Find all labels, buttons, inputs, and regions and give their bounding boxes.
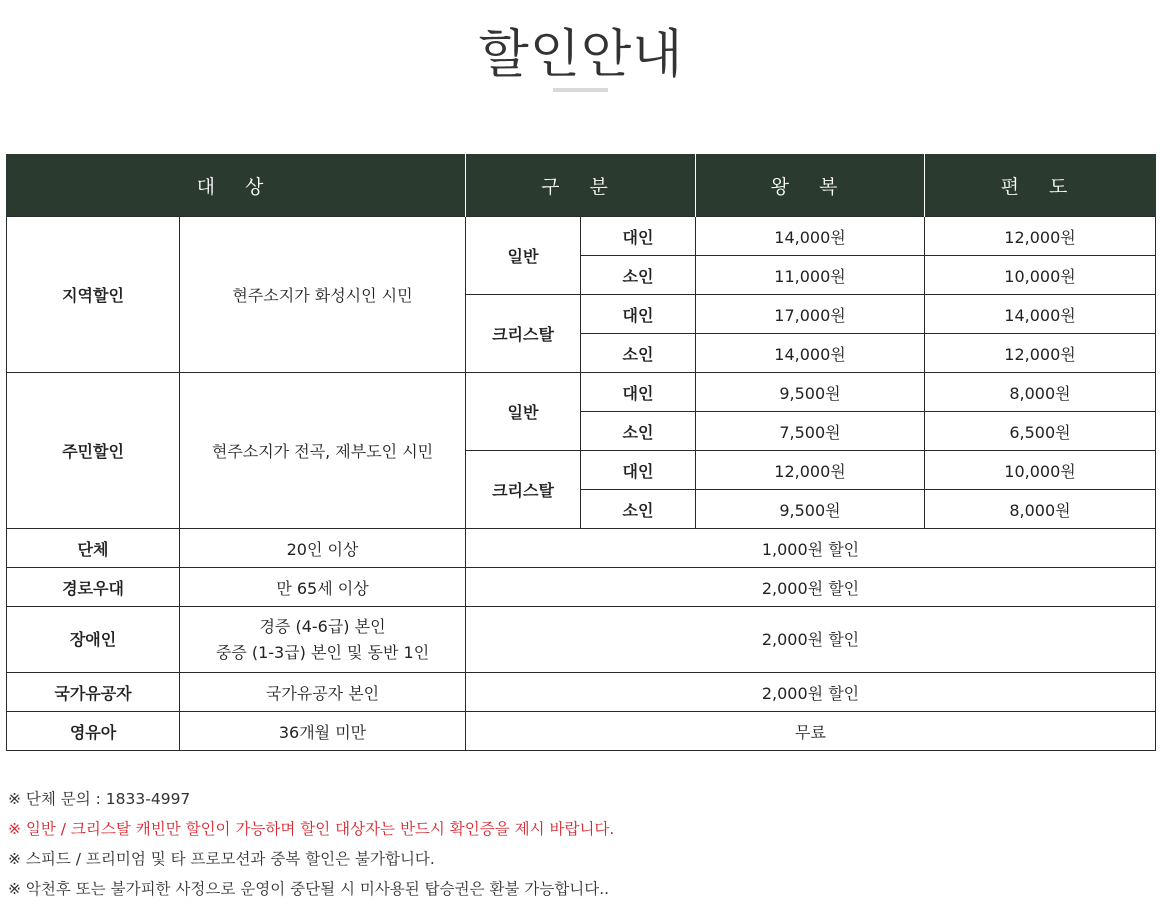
row-desc-veteran: 국가유공자 본인 — [180, 673, 466, 712]
note-refund: ※ 악천후 또는 불가피한 사정으로 운영이 중단될 시 미사용된 탑승권은 환불 가능합니다.. — [8, 880, 610, 898]
age-cell: 소인 — [581, 334, 696, 373]
round-trip-price: 9,500원 — [696, 373, 925, 412]
table-row — [7, 568, 1156, 607]
note-no-duplicate: ※ 스피드 / 프리미엄 및 타 프로모션과 중복 할인은 불가합니다. — [8, 850, 435, 868]
row-label-group: 단체 — [7, 529, 180, 568]
desc-line: 중증 (1-3급) 본인 및 동반 1인 — [215, 642, 430, 662]
round-trip-price: 9,500원 — [696, 490, 925, 529]
class-cell: 일반 — [466, 217, 581, 295]
one-way-price: 10,000원 — [925, 451, 1156, 490]
round-trip-price: 7,500원 — [696, 412, 925, 451]
row-desc-regional: 현주소지가 화성시인 시민 — [180, 217, 466, 373]
round-trip-price: 11,000원 — [696, 256, 925, 295]
title-underline — [553, 88, 608, 92]
header-target: 대 상 — [7, 154, 466, 217]
header-one-way: 편 도 — [925, 154, 1156, 217]
row-desc-senior: 만 65세 이상 — [180, 568, 466, 607]
row-label-disabled: 장애인 — [7, 607, 180, 673]
row-label-infant: 영유아 — [7, 712, 180, 751]
row-value-disabled: 2,000원 할인 — [466, 607, 1156, 673]
class-cell: 크리스탈 — [466, 451, 581, 529]
round-trip-price: 17,000원 — [696, 295, 925, 334]
table-row — [7, 607, 1156, 673]
table-row — [7, 217, 1156, 256]
round-trip-price: 12,000원 — [696, 451, 925, 490]
age-cell: 대인 — [581, 373, 696, 412]
age-cell: 소인 — [581, 490, 696, 529]
one-way-price: 12,000원 — [925, 217, 1156, 256]
row-desc-infant: 36개월 미만 — [180, 712, 466, 751]
table-row — [7, 529, 1156, 568]
one-way-price: 12,000원 — [925, 334, 1156, 373]
table-row — [7, 373, 1156, 412]
one-way-price: 8,000원 — [925, 490, 1156, 529]
row-desc-group: 20인 이상 — [180, 529, 466, 568]
one-way-price: 8,000원 — [925, 373, 1156, 412]
desc-line: 경증 (4-6급) 본인 — [259, 616, 386, 636]
age-cell: 대인 — [581, 295, 696, 334]
age-cell: 대인 — [581, 217, 696, 256]
one-way-price: 10,000원 — [925, 256, 1156, 295]
discount-table — [6, 154, 1156, 751]
row-label-veteran: 국가유공자 — [7, 673, 180, 712]
row-value-veteran: 2,000원 할인 — [466, 673, 1156, 712]
notes-list — [8, 784, 614, 904]
header-round-trip: 왕 복 — [696, 154, 925, 217]
page-title: 할인안내 — [478, 25, 684, 85]
one-way-price: 14,000원 — [925, 295, 1156, 334]
table-row — [7, 673, 1156, 712]
note-group-inquiry: ※ 단체 문의 : 1833-4997 — [8, 790, 191, 808]
table-header-row — [7, 154, 1156, 217]
one-way-price: 6,500원 — [925, 412, 1156, 451]
class-cell: 크리스탈 — [466, 295, 581, 373]
round-trip-price: 14,000원 — [696, 217, 925, 256]
row-label-regional: 지역할인 — [7, 217, 180, 373]
age-cell: 소인 — [581, 256, 696, 295]
row-value-infant: 무료 — [466, 712, 1156, 751]
row-label-resident: 주민할인 — [7, 373, 180, 529]
row-desc-resident: 현주소지가 전곡, 제부도인 시민 — [180, 373, 466, 529]
age-cell: 대인 — [581, 451, 696, 490]
row-desc-disabled — [180, 607, 466, 673]
row-value-senior: 2,000원 할인 — [466, 568, 1156, 607]
class-cell: 일반 — [466, 373, 581, 451]
round-trip-price: 14,000원 — [696, 334, 925, 373]
age-cell: 소인 — [581, 412, 696, 451]
note-cabin-warning: ※ 일반 / 크리스탈 캐빈만 할인이 가능하며 할인 대상자는 반드시 확인증을 제시 바랍니다. — [8, 820, 615, 838]
header-category: 구 분 — [466, 154, 696, 217]
table-row — [7, 712, 1156, 751]
row-label-senior: 경로우대 — [7, 568, 180, 607]
row-value-group: 1,000원 할인 — [466, 529, 1156, 568]
